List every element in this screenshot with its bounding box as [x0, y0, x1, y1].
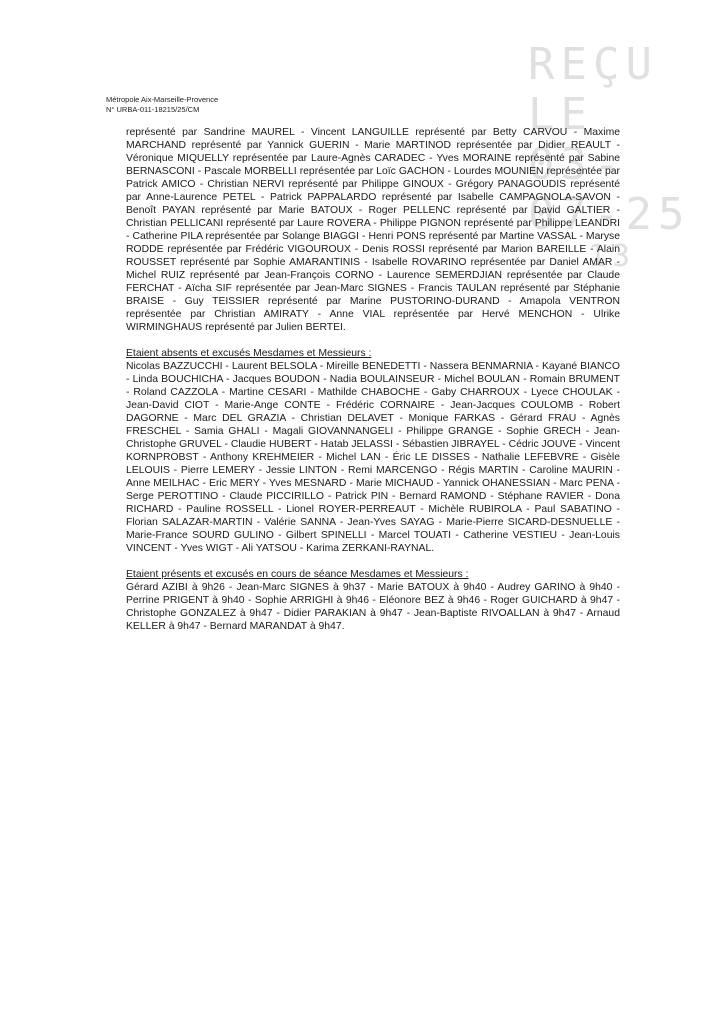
paragraph-spacer	[126, 555, 620, 568]
paragraph-spacer	[126, 334, 620, 347]
document-body	[126, 126, 620, 633]
stamp-line-1: REÇU LE	[528, 39, 658, 140]
absent-heading: Etaient absents et excusés Mesdames et Messieurs :	[126, 348, 372, 359]
stamp-line-3: 13	[588, 239, 637, 274]
absent-list: Nicolas BAZZUCCHI - Laurent BELSOLA - Mireille BENEDETTI - Nassera BENMARNIA - Kayané BIANCO - Linda BOUCHICHA - Jacques BOUDON - Nadia BOULAINSEUR - Michel BOULAN - Romain BRUMENT - Roland CAZZOLA - Martine CESARI - Mathilde CHABOCHE - Gaby CHARROUX - Lyece CHOULAK - Jean-David CIOT - Marie-Ange CONTE - Frédéric CORNAIRE - Jean-Jacques COULOMB - Robert DAGORNE - Marc DEL GRAZIA - Christian DELAVET - Monique FARKAS - Gérard FRAU - Agnès FRESCHEL - Samia GHALI - Magali GIOVANNANGELI - Philippe GRANGE - Sophie GRECH - Jean-Christophe GRUVEL - Claudie HUBERT - Hatab JELASSI - Sébastien JIBRAYEL - Cédric JOUVE - Vincent KORNPROBST - Anthony KREHMEIER - Michel LAN - Éric LE DISSES - Nathalie LEFEBVRE - Gisèle LELOUIS - Pierre LEMERY - Jessie LINTON - Remi MARCENGO - Régis MARTIN - Caroline MAURIN - Anne MEILHAC - Eric MERY - Yves MESNARD - Marie MICHAUD - Yannick OHANESSIAN - Marc PENA - Serge PEROTTINO - Claude PICCIRILLO - Patrick PIN - Bernard RAMOND - Stéphane RAVIER - Dona RICHARD - Pauline ROSSELL - Lionel ROYER-PERREAUT - Michèle RUBIROLA - Paul SABATINO - Florian SALAZAR-MARTIN - Valérie SANNA - Jean-Yves SAYAG - Marie-Pierre SICARD-DESNUELLE - Marie-France SOURD GULINO - Gilbert SPINELLI - Marcel TOUATI - Catherine VESTIEU - Jean-Louis VINCENT - Yves WIGT - Ali YATSOU - Karima ZERKANI-RAYNAL.	[126, 361, 620, 554]
organization-name: Métropole Aix-Marseille-Provence	[106, 95, 219, 104]
present-heading: Etaient présents et excusés en cours de séance Mesdames et Messieurs :	[126, 569, 469, 580]
document-reference: N° URBA-011-18215/25/CM	[106, 105, 200, 114]
stamp-line-2: 03-07-25	[528, 139, 691, 240]
represented-paragraph: représenté par Sandrine MAUREL - Vincent LANGUILLE représenté par Betty CARVOU - Maxime MARCHAND représenté par Yannick GUERIN - Marie MARTINOD représentée par Didier REAULT - Véronique MIQUELLY représentée par Laure-Agnès CARADEC - Yves MORAINE représenté par Sabine BERNASCONI - Pascale MORBELLI représentée par Loïc GACHON - Lourdes MOUNIEN représentée par Patrick AMICO - Christian NERVI représenté par Philippe GINOUX - Grégory PANAGOUDIS représenté par Anne-Laurence PETEL - Patrick PAPPALARDO représenté par Isabelle CAMPAGNOLA-SAVON - Benoît PAYAN représenté par Marie BATOUX - Roger PELLENC représenté par David GALTIER - Christian PELLICANI représenté par Laure ROVERA - Philippe PIGNON représenté par Philippe LEANDRI - Catherine PILA représentée par Solange BIAGGI - Henri PONS représenté par Martine VASSAL - Maryse RODDE représentée par Frédéric VIGOUROUX - Denis ROSSI représenté par Marion BAREILLE - Alain ROUSSET représenté par Sophie AMARANTINIS - Isabelle ROVARINO représentée par Daniel AMAR - Michel RUIZ représenté par Jean-François CORNO - Laurence SEMERDJIAN représentée par Claude FERCHAT - Aïcha SIF représentée par Jean-Marc SIGNES - Francis TAULAN représenté par Stéphanie BRAISE - Guy TEISSIER représenté par Marine PUSTORINO-DURAND - Amapola VENTRON représentée par Christian AMIRATY - Anne VIAL représentée par Hervé MENCHON - Ulrike WIRMINGHAUS représenté par Julien BERTEI.	[126, 127, 620, 333]
document-header	[106, 95, 218, 115]
present-list: Gérard AZIBI à 9h26 - Jean-Marc SIGNES à 9h37 - Marie BATOUX à 9h40 - Audrey GARINO à 9h40 - Perrine PRIGENT à 9h40 - Sophie ARRIGHI à 9h46 - Eléonore BEZ à 9h46 - Roger GUICHARD à 9h47 - Christophe GONZALEZ à 9h47 - Didier PARAKIAN à 9h47 - Jean-Baptiste RIVOALLAN à 9h47 - Arnaud KELLER à 9h47 - Bernard MARANDAT à 9h47.	[126, 582, 620, 632]
